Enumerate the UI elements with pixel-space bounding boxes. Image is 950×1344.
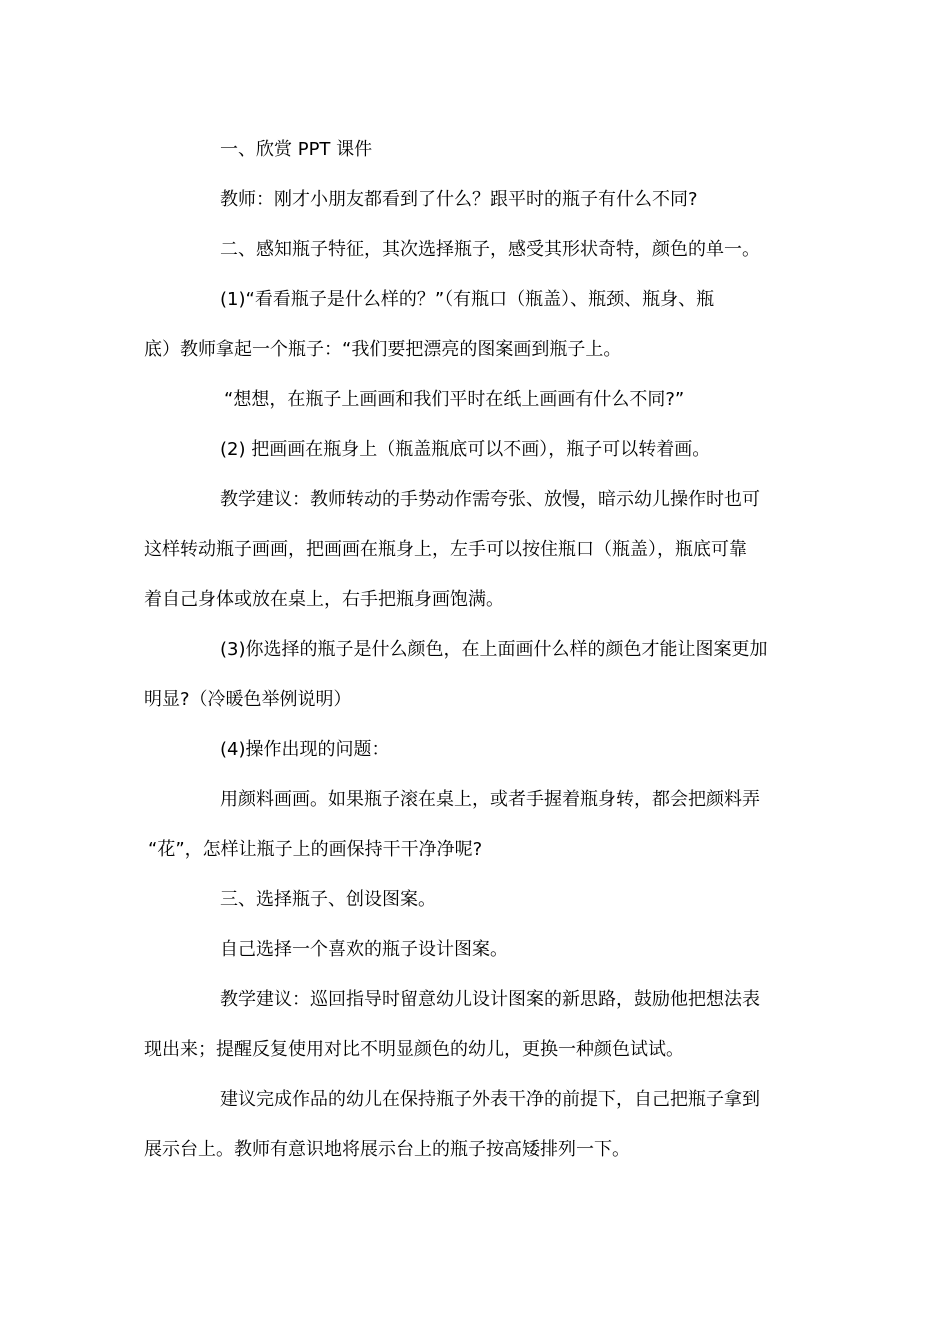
paragraph-suggestion1-line2: 这样转动瓶子画画，把画画在瓶身上，左手可以按住瓶口（瓶盖），瓶底可靠 (144, 539, 747, 560)
paragraph-think-question: “想想，在瓶子上画画和我们平时在纸上画画有什么不同?” (224, 389, 685, 410)
paragraph-suggestion3-line2: 展示台上。教师有意识地将展示台上的瓶子按高矮排列一下。 (144, 1139, 630, 1160)
paragraph-suggestion1-line1: 教学建议：教师转动的手势动作需夸张、放慢，暗示幼儿操作时也可 (220, 489, 760, 510)
paragraph-suggestion2-line2: 现出来；提醒反复使用对比不明显颜色的幼儿，更换一种颜色试试。 (144, 1039, 684, 1060)
paragraph-suggestion1-line3: 着自己身体或放在桌上，右手把瓶身画饱满。 (144, 589, 504, 610)
paragraph-paint-line2: “花”，怎样让瓶子上的画保持干干净净呢? (148, 839, 483, 860)
heading-one: 一、欣赏 PPT 课件 (220, 139, 373, 160)
paragraph-step2: (2) 把画画在瓶身上（瓶盖瓶底可以不画），瓶子可以转着画。 (220, 439, 711, 460)
paragraph-paint-line1: 用颜料画画。如果瓶子滚在桌上，或者手握着瓶身转，都会把颜料弄 (220, 789, 760, 810)
paragraph-suggestion2-line1: 教学建议：巡回指导时留意幼儿设计图案的新思路，鼓励他把想法表 (220, 989, 760, 1010)
paragraph-choose-bottle: 自己选择一个喜欢的瓶子设计图案。 (220, 939, 508, 960)
paragraph-step1-line1: (1)“看看瓶子是什么样的？”（有瓶口（瓶盖）、瓶颈、瓶身、瓶 (220, 289, 715, 310)
paragraph-step4: (4)操作出现的问题： (220, 739, 390, 760)
paragraph-step1-line2: 底）教师拿起一个瓶子：“我们要把漂亮的图案画到瓶子上。 (144, 339, 622, 360)
paragraph-teacher-question: 教师：刚才小朋友都看到了什么？跟平时的瓶子有什么不同? (220, 189, 698, 210)
heading-three: 三、选择瓶子、创设图案。 (220, 889, 436, 910)
paragraph-suggestion3-line1: 建议完成作品的幼儿在保持瓶子外表干净的前提下，自己把瓶子拿到 (220, 1089, 760, 1110)
heading-two: 二、感知瓶子特征，其次选择瓶子，感受其形状奇特，颜色的单一。 (220, 239, 760, 260)
paragraph-step3-line2: 明显?（冷暖色举例说明） (144, 689, 352, 710)
paragraph-step3-line1: (3)你选择的瓶子是什么颜色，在上面画什么样的颜色才能让图案更加 (220, 639, 768, 660)
